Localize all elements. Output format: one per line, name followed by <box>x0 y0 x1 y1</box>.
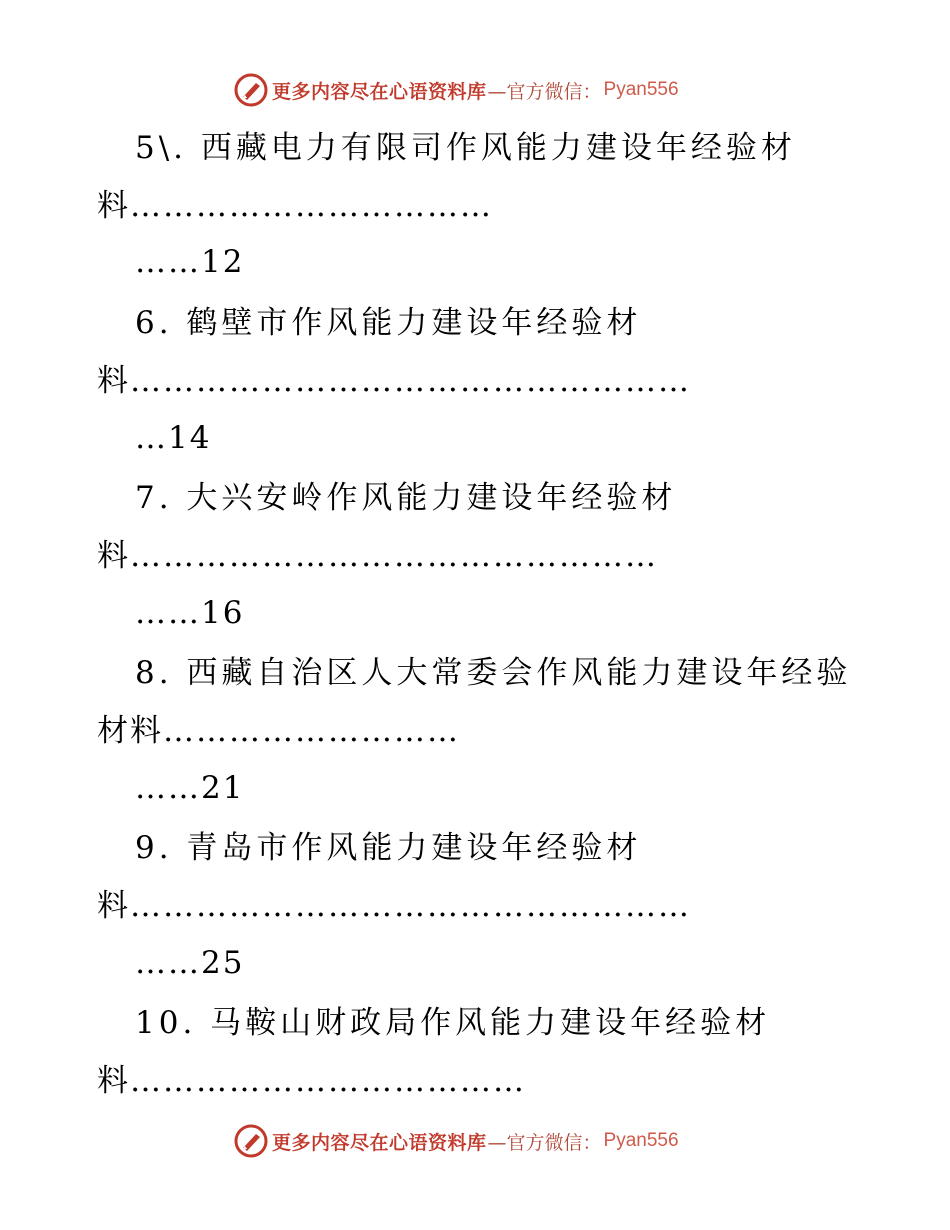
toc-entry-9-title: 9. 青岛市作风能力建设年经验材 <box>135 830 642 866</box>
toc-entry-6-title: 6. 鹤壁市作风能力建设年经验材 <box>135 305 642 341</box>
toc-entry-5-leader: 料…………………………… <box>97 188 493 224</box>
toc-entry-7-page: ……16 <box>135 595 245 631</box>
toc-entry-8-title: 8. 西藏自治区人大常委会作风能力建设年经验 <box>135 655 852 691</box>
toc-entry-8-leader: 材料……………………… <box>97 713 460 749</box>
watermark-separator: —官方微信： <box>487 1131 602 1154</box>
toc-entry-5-title: 5\. 西藏电力有限司作风能力建设年经验材 <box>135 130 796 166</box>
watermark-text: 更多内容尽在心语资料库 <box>272 80 487 103</box>
watermark-text: 更多内容尽在心语资料库 <box>272 1131 487 1154</box>
toc-entry-9-leader: 料…………………………………………… <box>97 888 691 924</box>
watermark-wechat-id: Pyan556 <box>603 1130 679 1151</box>
watermark-wechat-id: Pyan556 <box>603 79 679 100</box>
toc-entry-10-leader: 料……………………………… <box>97 1063 526 1099</box>
toc-entry-6-page: …14 <box>135 420 212 456</box>
pen-logo-icon <box>234 1124 268 1158</box>
toc-entry-6-leader: 料…………………………………………… <box>97 363 691 399</box>
footer-watermark <box>234 1123 679 1159</box>
toc-entry-8-page: ……21 <box>135 770 245 806</box>
toc-entry-7-title: 7. 大兴安岭作风能力建设年经验材 <box>135 480 677 516</box>
watermark-separator: —官方微信： <box>487 80 602 103</box>
toc-entry-7-leader: 料………………………………………… <box>97 538 658 574</box>
toc-entry-9-page: ……25 <box>135 945 245 981</box>
toc-entry-5-page: ……12 <box>135 244 245 280</box>
toc-entry-10-title: 10. 马鞍山财政局作风能力建设年经验材 <box>135 1005 771 1041</box>
